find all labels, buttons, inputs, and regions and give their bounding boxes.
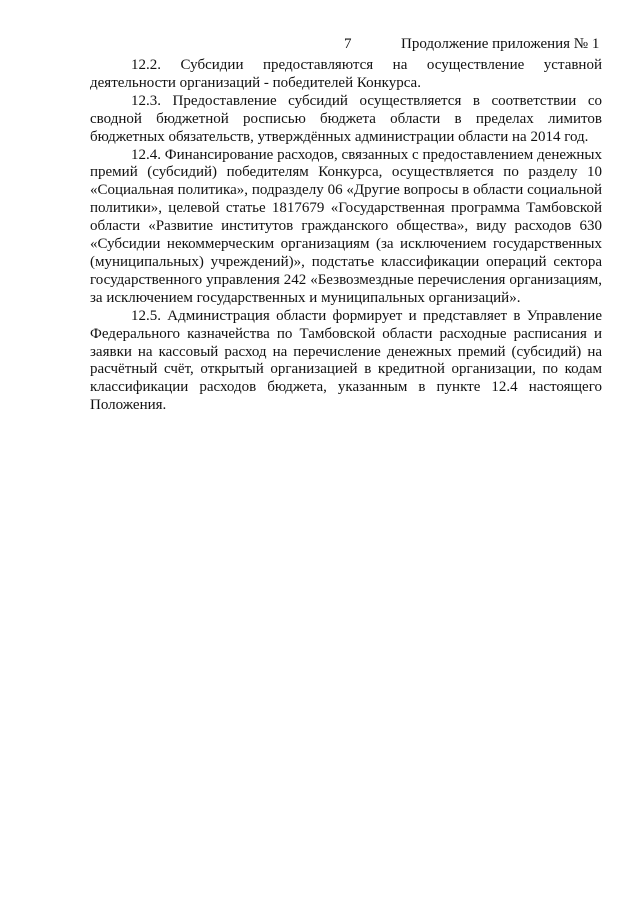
page-number: 7 <box>344 36 352 52</box>
paragraph-12-5: 12.5. Администрация области формирует и представляет в Управление Федерального казначейства по Тамбовской области расходные расписания и заявки на кассовый расход на перечисление денежных премий (субсидий) на расчётный счёт, открытый организацией в кредитной организации, по кодам классификации расходов бюджета, указанным в пункте 12.4 настоящего Положения. <box>90 307 602 414</box>
appendix-continuation-label: Продолжение приложения № 1 <box>401 36 600 52</box>
document-body <box>90 57 602 415</box>
paragraph-12-4: 12.4. Финансирование расходов, связанных с предоставлением денежных премий (субсидий) победителям Конкурса, осуществляется по разделу 10 «Социальная политика», подразделу 06 «Другие вопросы в области социальной политики», целевой статье 1817679 «Государственная программа Тамбовской области «Развитие институтов гражданского общества», виду расходов 630 «Субсидии некоммерческим организациям (за исключением государственных (муниципальных) учреждений)», подстатье классификации операций сектора государственного управления 242 «Безвозмездные перечисления организациям, за исключением государственных и муниципальных организаций». <box>90 146 602 306</box>
paragraph-12-2: 12.2. Субсидии предоставляются на осуществление уставной деятельности организаций - победителей Конкурса. <box>90 57 602 91</box>
paragraph-12-3: 12.3. Предоставление субсидий осуществляется в соответствии со сводной бюджетной росписью бюджета области в пределах лимитов бюджетных обязательств, утверждённых администрации области на 2014 год. <box>90 92 602 145</box>
